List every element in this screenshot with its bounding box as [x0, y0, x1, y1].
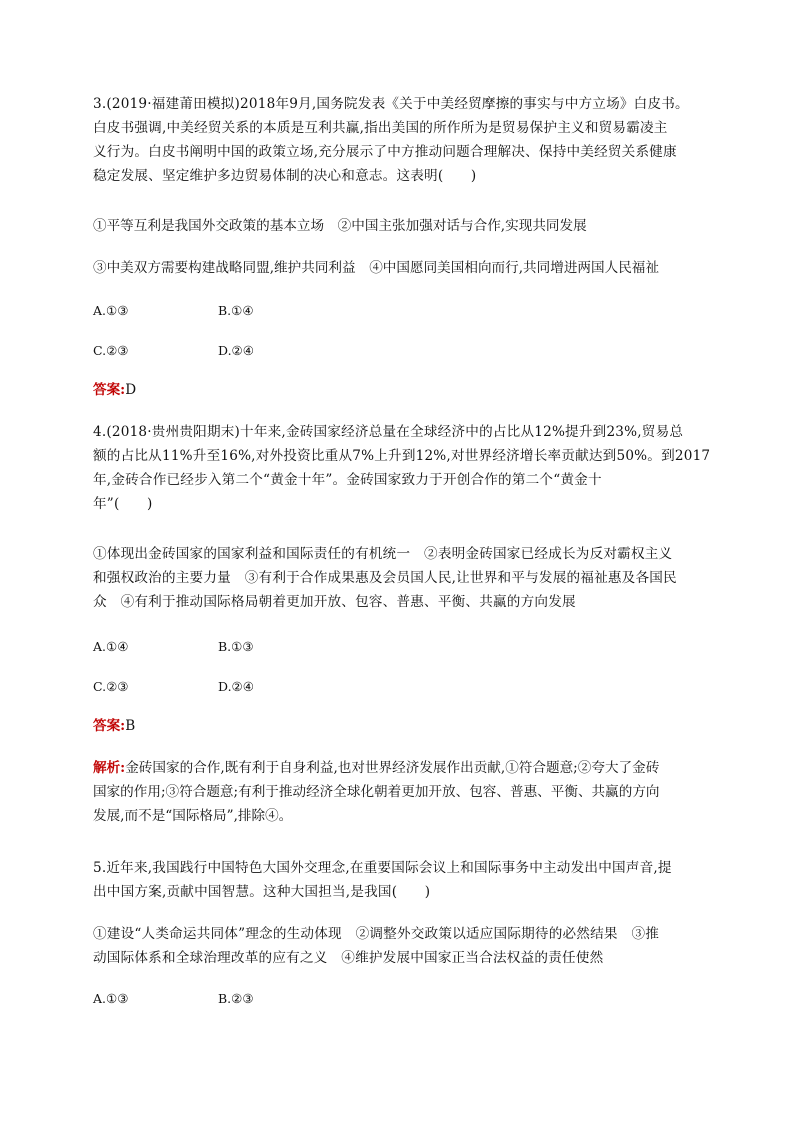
stem-line: 4.(2018·贵州贵阳期末)十年来,金砖国家经济总量在全球经济中的占比从12%提升到23%,贸易总	[93, 424, 684, 440]
stem-line: 出中国方案,贡献中国智慧。这种大国担当,是我国( )	[93, 884, 431, 900]
choice-a: A.①③	[93, 303, 129, 318]
explanation-line	[93, 756, 705, 780]
answer-label: 答案:	[93, 718, 126, 734]
question-4-answer	[93, 716, 705, 736]
answer-value: B	[125, 718, 136, 734]
stem-line: 年”( )	[93, 496, 153, 512]
question-3-answer	[93, 380, 705, 400]
choice-b: B.①③	[218, 639, 254, 654]
question-5-statements	[93, 922, 705, 970]
statement-line: ①体现出金砖国家的国家利益和国际责任的有机统一 ②表明金砖国家已经成长为反对霸权主义	[93, 546, 673, 562]
question-3-statements-line-2: ③中美双方需要构建战略同盟,维护共同利益 ④中国愿同美国相向而行,共同增进两国人民福祉	[93, 260, 659, 276]
statement-line: 和强权政治的主要力量 ③有利于合作成果惠及会员国人民,让世界和平与发展的福祉惠及各国民	[93, 570, 677, 586]
question-4-explanation	[93, 756, 705, 828]
question-3-stem	[93, 92, 705, 188]
explanation-label: 解析:	[93, 760, 126, 776]
choice-d: D.②④	[218, 679, 254, 694]
explanation-text: 金砖国家的合作,既有利于自身利益,也对世界经济发展作出贡献,①符合题意;②夸大了金砖	[125, 760, 660, 776]
stem-line: 稳定发展、坚定维护多边贸易体制的决心和意志。这表明( )	[93, 168, 477, 184]
stem-line: 5.近年来,我国践行中国特色大国外交理念,在重要国际会议上和国际事务中主动发出中国声音,提	[93, 860, 672, 876]
choice-a: A.①③	[93, 991, 129, 1006]
question-4-statements	[93, 542, 705, 614]
choice-b: B.①④	[218, 303, 254, 318]
statement-line: ①建设“人类命运共同体”理念的生动体现 ②调整外交政策以适应国际期待的必然结果 ③推	[93, 926, 660, 942]
choice-c: C.②③	[93, 679, 129, 694]
statement-line: 众 ④有利于推动国际格局朝着更加开放、包容、普惠、平衡、共赢的方向发展	[93, 594, 576, 610]
stem-line: 年,金砖合作已经步入第二个“黄金十年”。金砖国家致力于开创合作的第二个“黄金十	[93, 472, 602, 488]
choice-b: B.②③	[218, 991, 254, 1006]
answer-label: 答案:	[93, 382, 126, 398]
question-3-statements-line-1: ①平等互利是我国外交政策的基本立场 ②中国主张加强对话与合作,实现共同发展	[93, 218, 587, 234]
statement-line: 动国际体系和全球治理改革的应有之义 ④维护发展中国家正当合法权益的责任使然	[93, 950, 604, 966]
choice-d: D.②④	[218, 343, 254, 358]
stem-line: 义行为。白皮书阐明中国的政策立场,充分展示了中方推动问题合理解决、保持中美经贸关系健康	[93, 144, 677, 160]
question-4-stem	[93, 420, 711, 516]
choice-a: A.①④	[93, 639, 129, 654]
question-5-stem	[93, 856, 705, 904]
stem-line: 额的占比从11%升至16%,对外投资比重从7%上升到12%,对世界经济增长率贡献达到50%。到2017	[93, 448, 711, 464]
answer-value: D	[125, 382, 137, 398]
explanation-line: 国家的作用;③符合题意;有利于推动经济全球化朝着更加开放、包容、普惠、平衡、共赢的方向	[93, 784, 660, 800]
explanation-line: 发展,而不是“国际格局”,排除④。	[93, 808, 293, 824]
stem-line: 白皮书强调,中美经贸关系的本质是互利共赢,指出美国的所作所为是贸易保护主义和贸易霸凌主	[93, 120, 668, 136]
stem-line: 3.(2019·福建莆田模拟)2018年9月,国务院发表《关于中美经贸摩擦的事实与中方立场》白皮书。	[93, 96, 689, 112]
choice-c: C.②③	[93, 343, 129, 358]
